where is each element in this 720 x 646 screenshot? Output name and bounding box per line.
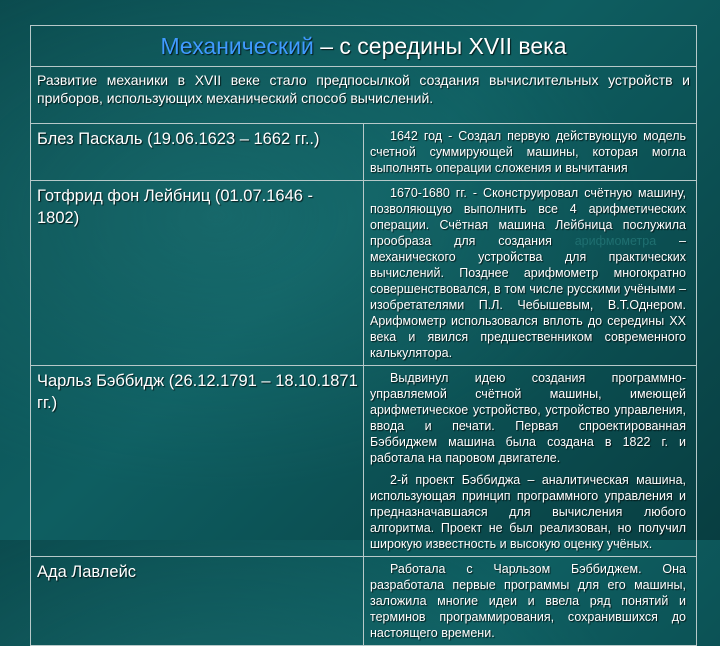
person-name: Блез Паскаль (19.06.1623 – 1662 гг..) xyxy=(31,124,364,181)
person-description xyxy=(364,366,697,557)
faint-word: арифмометра xyxy=(574,234,657,248)
title-accent: Механический xyxy=(160,32,314,59)
title-row xyxy=(31,26,697,67)
description-paragraph xyxy=(370,185,686,361)
paragraph-text: 1670-1680 гг. - Сконструировал счётную машину, позволяющую выполнить все 4 арифметических операции. Счётная машина Лейбница послужила прообраза для создания xyxy=(370,186,686,248)
description-paragraph: Работала с Чарльзом Бэббиджем. Она разработала первые программы для его машины, заложила многие идеи и ввела ряд понятий и терминов программирования, сохранившихся до настоящего времени. xyxy=(370,562,686,640)
intro-row xyxy=(31,67,697,124)
table-row xyxy=(31,366,697,557)
person-description xyxy=(364,124,697,181)
description-paragraph: Выдвинул идею создания программно-управляемой счётной машины, имеющей арифметическое устройство, устройство управления, ввода и печати. Первая спроектированная Бэббиджем машина была создана в 1822 г. и работала на паровом двигателе. xyxy=(370,371,686,465)
table-row xyxy=(31,557,697,646)
table-row xyxy=(31,181,697,366)
table-row xyxy=(31,124,697,181)
description-paragraph: 1642 год - Создал первую действующую модель счетной суммирующей машины, которая могла выполнять операции сложения и вычитания xyxy=(370,129,686,175)
title-rest: – с середины XVII века xyxy=(313,32,567,59)
paragraph-text: – механического устройства для практических вычислений. Позднее арифмометр многократно совершенствовался, в том числе русскими учёными – изобретателями П.Л. Чебышевым, В.Т.Однером. Арифмометр использовался вплоть до середины XX века и явился предшественником современного калькулятора. xyxy=(370,234,686,360)
description-paragraph: 2-й проект Бэббиджа – аналитическая машина, использующая принцип программного управления и предназначавшаяся для вычисления любого алгоритма. Проект не был реализован, но получил широкую известность и высокую оценку учёных. xyxy=(370,473,686,551)
history-table xyxy=(30,25,697,646)
slide-title xyxy=(31,26,697,67)
intro-text: Развитие механики в XVII веке стало предпосылкой создания вычислительных устройств и приборов, использующих механический способ вычислений. xyxy=(31,67,697,124)
person-name: Ада Лавлейс xyxy=(31,557,364,646)
person-name: Готфрид фон Лейбниц (01.07.1646 - 1802) xyxy=(31,181,364,366)
person-description xyxy=(364,181,697,366)
person-name: Чарльз Бэббидж (26.12.1791 – 18.10.1871 гг.) xyxy=(31,366,364,557)
person-description xyxy=(364,557,697,646)
